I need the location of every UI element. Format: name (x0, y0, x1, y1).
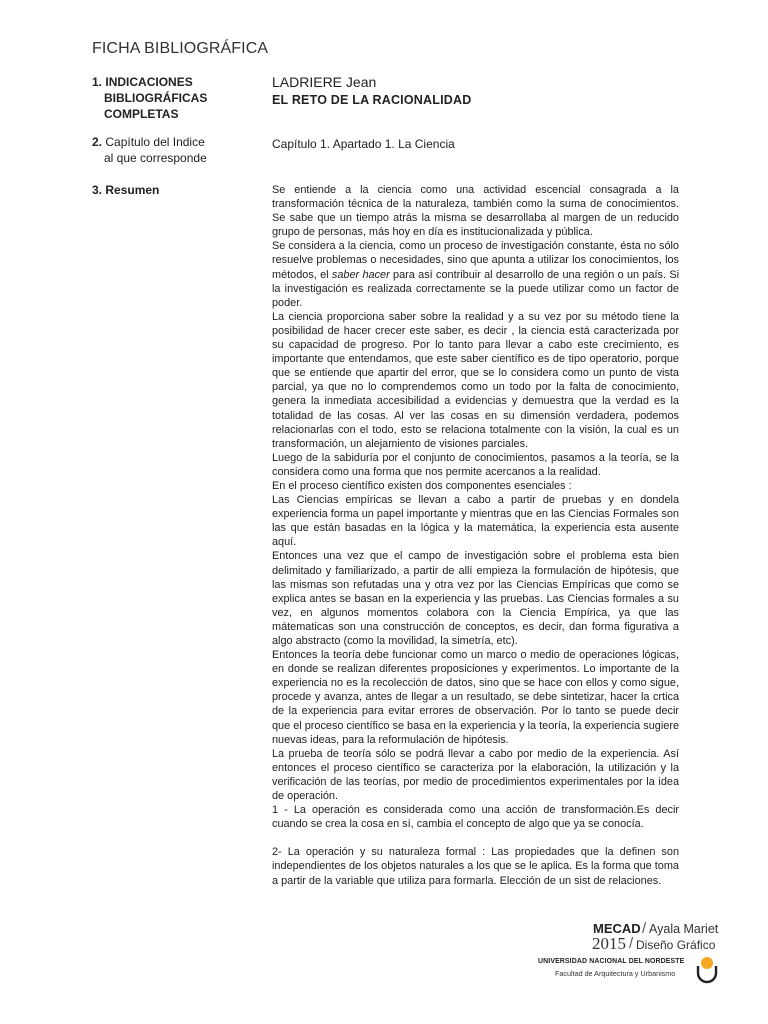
summary-text (272, 183, 679, 888)
summary-paragraph: En el proceso científico existen dos componentes esenciales : (272, 479, 572, 492)
footer-discipline: Diseño Gráfico (636, 938, 716, 952)
summary-paragraph: Entonces una vez que el campo de investigación sobre el problema esta bien delimitado y familiarizado, a partir de allí empieza la formulación de hipótesis, que las mismas son refutadas una y otra vez por las Ciencias Empíricas que como se explica antes se basan en la experiencia y las pruebas. Las Ciencias formales a su vez, en algunos momentos colabora con la Ciencia Empírica, ya que las mátematicas son una construcción de conceptos, es decir, dan forma figurativa a algo abstracto (como la movilidad, la simetría, etc). (272, 550, 679, 647)
footer-faculty: Facultad de Arquitectura y Urbanismo (555, 969, 676, 978)
label-summary (92, 182, 257, 198)
label-text: INDICACIONES (105, 75, 193, 89)
summary-paragraph (272, 239, 679, 309)
summary-paragraph: La prueba de teoría sólo se podrá llevar a cabo por medio de la experiencia. Así entonces el proceso científico se caracteriza por la elaboración, la utilización y la verificación de las teorías, por medio de procedimientos experimentales por la idea de operación. (272, 747, 679, 803)
label-text: COMPLETAS (104, 107, 179, 121)
label-text: al que corresponde (104, 151, 207, 165)
author: LADRIERE Jean (272, 74, 377, 90)
label-chapter-index (92, 134, 257, 166)
chapter-reference: Capítulo 1. Apartado 1. La Ciencia (272, 137, 455, 151)
label-text: Capítulo del Indice (105, 135, 205, 149)
summary-paragraph: 1 - La operación es considerada como una acción de transformación.Es decir cuando se crea la cosa en sí, cambia el concepto de algo que ya se conocía. (272, 804, 679, 831)
university-logo-icon (695, 954, 719, 984)
footer-slash: / (642, 920, 647, 937)
label-number: 3. (92, 183, 103, 197)
label-number: 1. (92, 75, 103, 89)
footer-university: UNIVERSIDAD NACIONAL DEL NORDESTE (538, 958, 685, 965)
footer-author-name: Ayala Mariet (649, 922, 719, 936)
page-title: FICHA BIBLIOGRÁFICA (92, 40, 269, 57)
summary-paragraph: Luego de la sabiduría por el conjunto de conocimientos, pasamos a la teoría, se la considera como una forma que nos permite acercanos a la realidad. (272, 451, 679, 478)
logo-sun-icon (701, 957, 713, 969)
summary-paragraph: Las Ciencias empíricas se llevan a cabo a partir de pruebas y en dondela experiencia forma un papel importante y mientras que en las Ciencias Formales son las que están basadas en la lógica y la matemática, la experiencia esta ausente aquí. (272, 494, 679, 549)
footer-slash: / (629, 935, 634, 952)
summary-paragraph: Entonces la teoría debe funcionar como un marco o medio de operaciones lógicas, en donde se realizan diferentes proposiciones y experimentos. Lo importante de la experiencia no es la recolección de datos, sino que se hace con ellos y como sigue, procede y avanza, antes de llegar a un resultado, se debe sintetizar, hacer la crtica de la experiencia para evitar errores de observación. Por lo tanto se puede decir que el proceso científico se basa en la experiencia y la teoría, la experiencia sugiere nuevas ideas, para la reformulación de hipótesis. (272, 649, 679, 746)
summary-paragraph: Se entiende a la ciencia como una actividad escencial consagrada a la transformación técnica de la naturaleza, también como la suma de conocimientos. Se sabe que un tiempo atrás la misma se desarrollaba al margen de un reducido grupo de personas, más hoy en día es institucionalizada y pública. (272, 184, 679, 239)
summary-text-span: Se considera a la ciencia, como un proceso de investigación constante, ésta no sólo resuelve problemas o necesidades, sino que apunta a utilizar los conocimientos, los métodos, el (272, 240, 679, 281)
footer-credits (538, 918, 723, 988)
book-title: EL RETO DE LA RACIONALIDAD (272, 93, 472, 107)
label-number: 2. (92, 135, 103, 149)
summary-paragraph: 2- La operación y su naturaleza formal : Las propiedades que la definen son independientes de los objetos naturales a los que se le aplica. Es la forma que toma a partir de la variable que utiliza para formarla. Elección de un sist de relaciones. (272, 846, 679, 887)
label-bibliographic-info (92, 74, 257, 122)
summary-paragraph: La ciencia proporciona saber sobre la realidad y a su vez por su método tiene la posibilidad de hacer crecer este saber, es decir , la ciencia está caracterizada por su capacidad de progreso. Por lo tanto para llevar a cabo este crecimiento, es importante que entendamos, que este saber científico es de tipo operatorio, porque que se entiende que apartir del error, que se lo considera como un punto de vista parcial, ya que no lo comprendemos como un todo por la falta de conocimiento, genera la inmediata accesibilidad a evidencias y demuestra que la verdad es la totalidad de las cosas. Al ver las cosas en su dimensión verdadera, podemos relacionarlas con el todo, esto se relaciona totalmente con la visión, la cual es un transformación, un alejamiento de visiones parciales. (272, 310, 679, 450)
footer-mecad: MECAD (593, 921, 641, 936)
summary-text-span: para así contribuir al desarrollo de una región o un país. Si la investigación es realizada correctamente se la puede utilizar como un factor de poder. (272, 268, 680, 309)
summary-emphasis: saber hacer (331, 268, 390, 281)
label-text: Resumen (105, 183, 160, 197)
footer-year: 2015 (592, 934, 626, 953)
label-text: BIBLIOGRÁFICAS (104, 91, 208, 105)
